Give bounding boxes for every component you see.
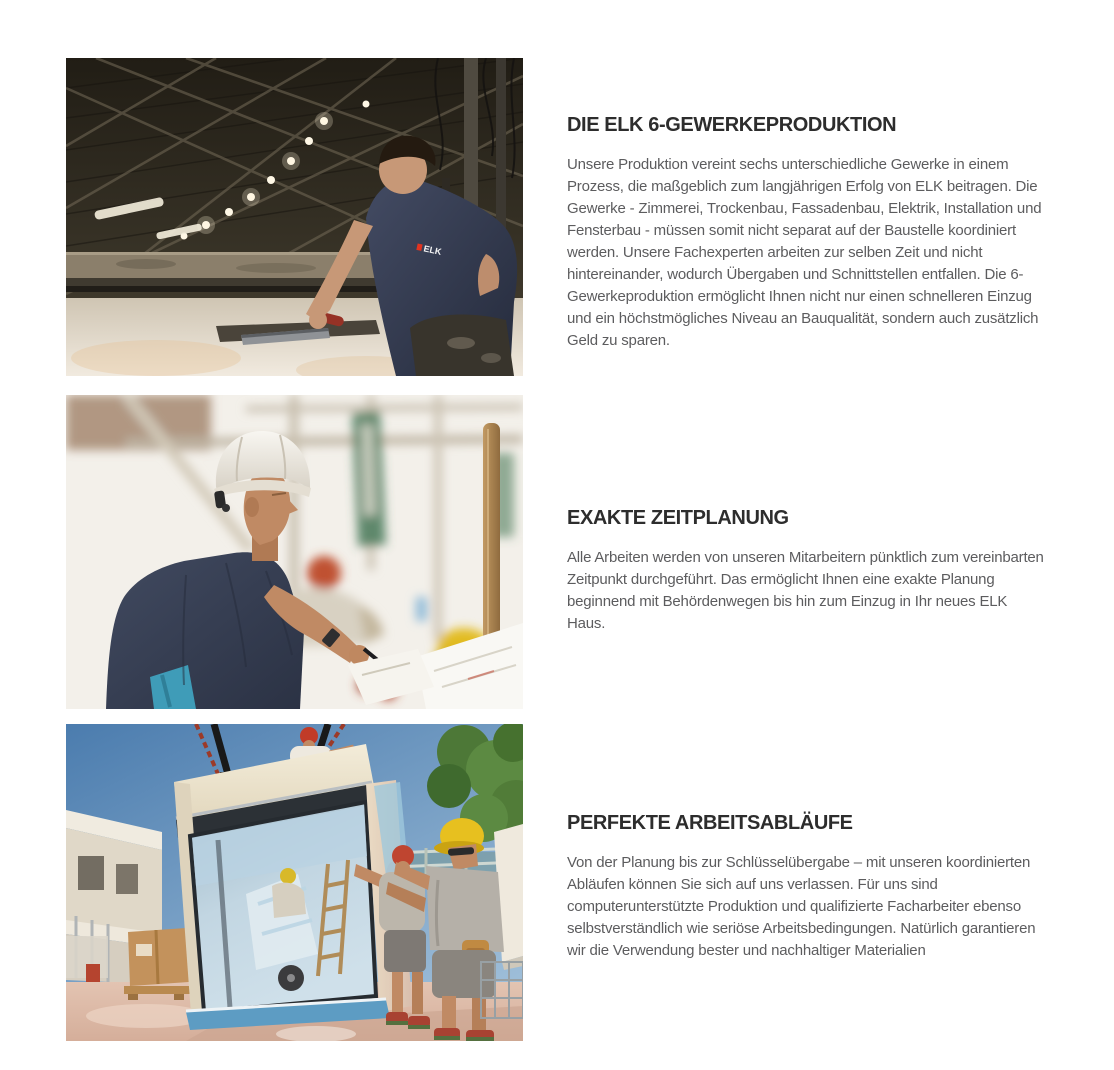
building-window	[116, 864, 138, 894]
ear	[245, 497, 259, 517]
photo-module-lifting	[66, 724, 523, 1041]
section-heading-production: DIE ELK 6-GEWERKEPRODUKTION	[567, 114, 897, 136]
elk-shirt-logo-text: ELK	[422, 243, 443, 257]
section-body-arbeitsablaeufe: Von der Planung bis zur Schlüsselübergabe – mit unseren koordinierten Abläufen können Sie sich auf uns verlassen. Für uns sind computerunterstützte Produktion und qualifizierte Facharbeiter ebenso selbstverständlich wie seriöse Arbeitsbedingungen. Natürlich garantieren wir die Verwendung bester und nachhaltiger Materialien	[567, 854, 1036, 959]
section-heading-zeitplanung: EXAKTE ZEITPLANUNG	[567, 507, 789, 529]
arbeitsablaeufe-textblock	[567, 810, 1049, 962]
box-label	[136, 944, 152, 956]
section-body-production: Unsere Produktion vereint sechs unterschiedliche Gewerke in einem Prozess, die maßgeblich zum langjährigen Erfolg von ELK beitragen. Die Gewerke - Zimmerei, Trockenbau, Fassadenbau, Elektrik, Installation und Fensterbau - müssen somit nicht separat auf der Baustelle koordiniert werden. Unsere Fachexperten arbeiten zur selben Zeit und nicht hintereinander, wodurch Übergaben und Schnittstellen entfallen. Die 6-Gewerkeproduktion ermöglicht Ihnen nicht nur einen schnelleren Einzug und ein höchstmögliches Niveau an Bauqualität, sondern auch zusätzlich Geld zu sparen.	[567, 156, 1042, 349]
building-window	[78, 856, 104, 890]
module-lifting-illustration	[66, 724, 523, 1041]
water-bottle	[416, 597, 427, 621]
zeitplanung-textblock	[567, 505, 1049, 635]
prefab-wall-module	[174, 744, 412, 1030]
photo-foreman-notes	[66, 395, 523, 709]
production-hall-illustration	[66, 58, 523, 376]
inside-worker-yellow-helmet	[280, 868, 296, 884]
pallet	[124, 986, 194, 994]
production-textblock	[567, 112, 1049, 352]
photo-production-hall	[66, 58, 523, 376]
hand	[309, 311, 327, 329]
red-bucket	[86, 964, 100, 982]
concrete-slab	[66, 252, 420, 292]
section-heading-arbeitsablaeufe: PERFEKTE ARBEITSABLÄUFE	[567, 812, 853, 834]
section-body-zeitplanung: Alle Arbeiten werden von unseren Mitarbeitern pünktlich zum vereinbarten Zeitpunkt durchgeführt. Das ermöglicht Ihnen eine exakte Planung beginnend mit Behördenwegen bis hin zum Einzug in Ihr neues ELK Haus.	[567, 549, 1044, 632]
grey-shorts	[432, 950, 496, 998]
dark-shorts	[384, 930, 426, 972]
foreman-illustration	[66, 395, 523, 709]
